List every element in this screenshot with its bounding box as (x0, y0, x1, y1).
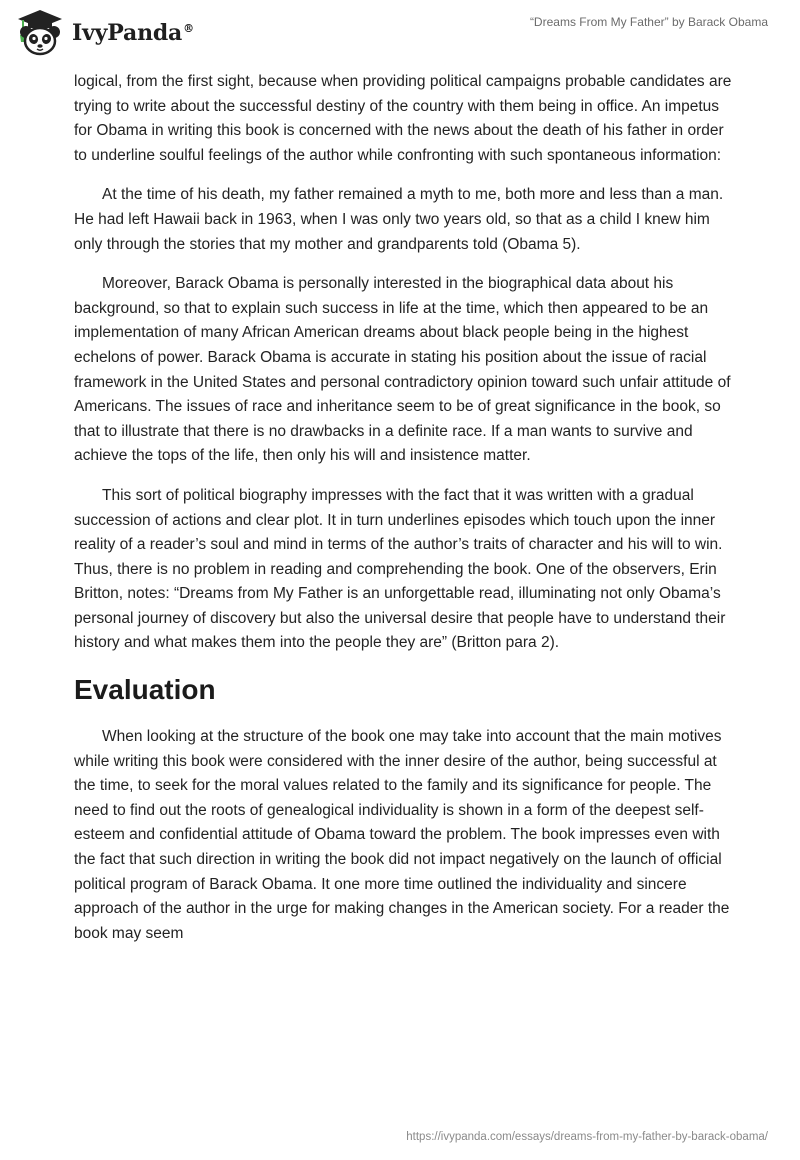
paragraph: logical, from the first sight, because when providing political campaigns probable candidates are trying to write about the successful destiny of the country with them being in office. An impetus for Obama in writing this book is concerned with the news about the death of his father in order to underline soulful feelings of the author while confronting with such spontaneous information: (74, 73, 732, 164)
panda-graduate-icon (14, 8, 66, 58)
source-url[interactable]: https://ivypanda.com/essays/dreams-from-my-father-by-barack-obama/ (406, 1131, 768, 1143)
section-heading: Evaluation (74, 674, 216, 706)
ivypanda-logo[interactable] (14, 8, 194, 58)
paragraph: This sort of political biography impresses with the fact that it was written with a gradual succession of actions and clear plot. It in turn underlines episodes which touch upon the inner reality of a reader’s soul and mind in terms of the author’s traits of character and his will to win. Thus, there is no problem in reading and comprehending the book. One of the observers, Erin Britton, notes: “Dreams from My Father is an unforgettable read, illuminating not only Obama’s personal journey of discovery but also the universal desire that people have to understand their history and what makes them into the people they are” (Britton para 2). (74, 486, 726, 652)
document-title: “Dreams From My Father” by Barack Obama (529, 15, 768, 29)
block-quote: At the time of his death, my father remained a myth to me, both more and less than a man. He had left Hawaii back in 1963, when I was only two years old, so that as a child I knew him only through the stories that my mother and grandparents told (Obama 5). (74, 186, 724, 253)
paragraph: When looking at the structure of the book one may take into account that the main motives while writing this book were considered with the inner desire of the author, being successful at the time, to seek for the moral values related to the family and its significance for people. The need to find out the roots of genealogical individuality is shown in a form of the deepest self-esteem and confidential attitude of Obama toward the problem. The book impresses even with the fact that such direction in writing the book did not impact negatively on the launch of official political program of Barack Obama. It one more time outlined the individuality and sincere approach of the author in the urge for making changes in the American society. For a reader the book may seem (74, 728, 730, 942)
logo-wordmark: IvyPanda® (72, 20, 194, 46)
page-header (0, 0, 800, 70)
essay-content (74, 70, 734, 961)
paragraph: Moreover, Barack Obama is personally interested in the biographical data about his background, so that to explain such success in life at the time, which then appeared to be an implementation of many African American dreams about black people being in the highest echelons of power. Barack Obama is accurate in stating his position about the issue of racial framework in the United States and personal contradictory opinion toward such unfair attitude of Americans. The issues of race and inheritance seem to be of great significance in the book, so that to illustrate that there is no drawbacks in a definite race. If a man wants to survive and achieve the tops of the life, then only his will and insistence matter. (74, 275, 731, 465)
